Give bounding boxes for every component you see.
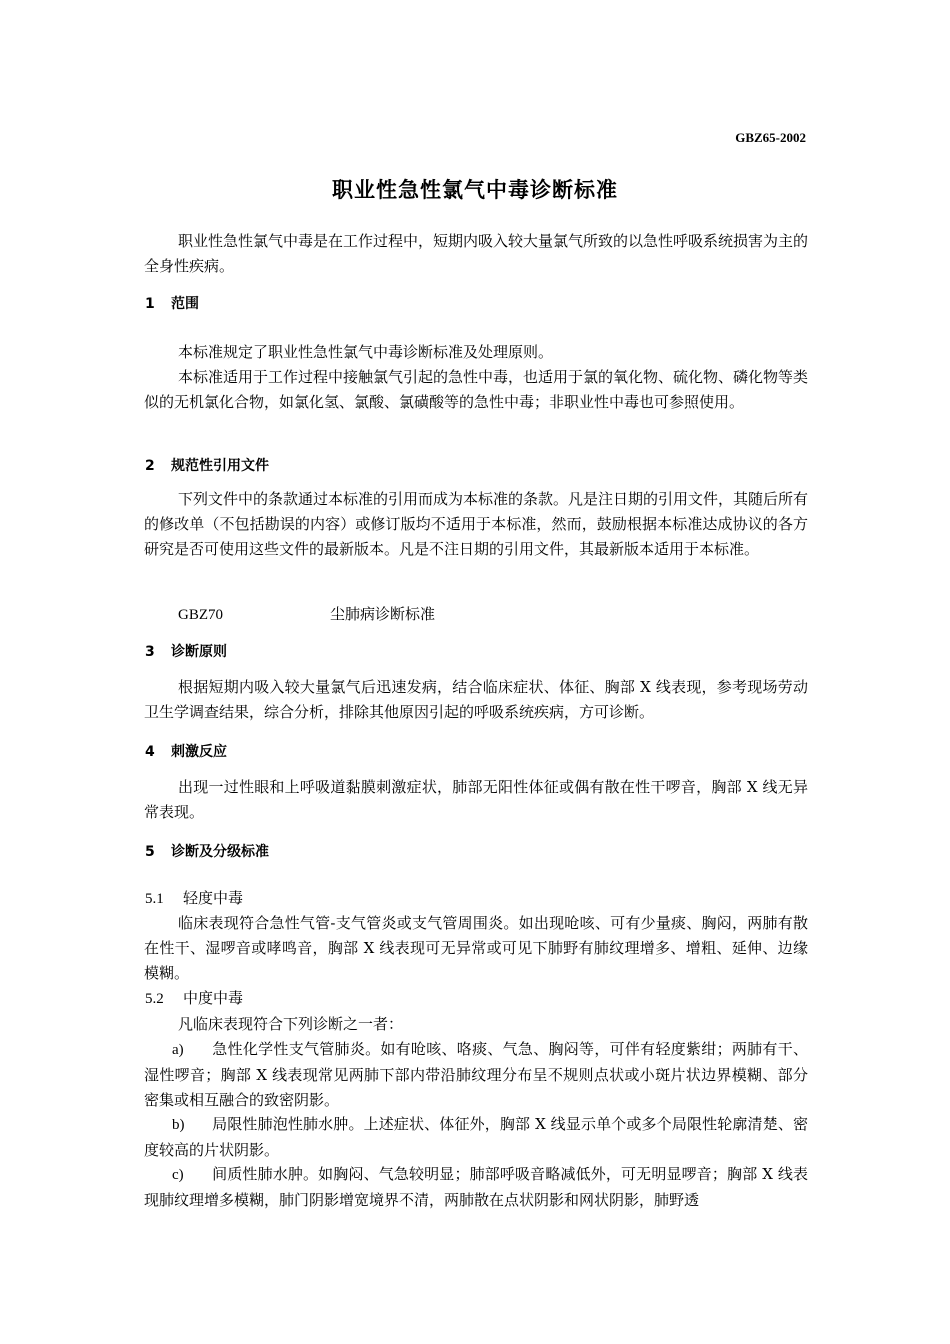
- section-number: 4: [145, 744, 155, 760]
- list-item-a: [144, 1037, 808, 1113]
- subsection-title: 轻度中毒: [183, 889, 244, 907]
- subsection-number: 5.1: [145, 891, 164, 907]
- list-item-text: 急性化学性支气管肺炎。如有呛咳、咯痰、气急、胸闷等，可伴有轻度紫绀；两肺有干、湿性啰音；胸部 X 线表现常见两肺下部内带沿肺纹理分布呈不规则点状或小斑片状边界模糊、部分密集或相互融合的致密阴影。: [144, 1040, 808, 1109]
- subsection-number: 5.2: [145, 991, 164, 1007]
- reference-code: GBZ70: [178, 607, 223, 623]
- section-title: 规范性引用文件: [171, 458, 269, 474]
- section-number: 5: [145, 844, 155, 860]
- section-title: 刺激反应: [171, 744, 227, 760]
- list-marker: b): [172, 1117, 185, 1133]
- normative-reference: [178, 603, 435, 624]
- list-marker: a): [172, 1042, 184, 1058]
- intro-paragraph: 职业性急性氯气中毒是在工作过程中，短期内吸入较大量氯气所致的以急性呼吸系统损害为主的全身性疾病。: [144, 232, 809, 275]
- subsection-5-1-paragraph: 临床表现符合急性气管-支气管炎或支气管周围炎。如出现呛咳、可有少量痰、胸闷，两肺有散在性干、湿啰音或哮鸣音，胸部 X 线表现可无异常或可见下肺野有肺纹理增多、增粗、延伸、边缘模糊。: [144, 914, 808, 982]
- section-1-heading: [145, 293, 199, 313]
- section-3-paragraph-1: 根据短期内吸入较大量氯气后迅速发病，结合临床症状、体征、胸部 X 线表现，参考现场劳动卫生学调查结果，综合分析，排除其他原因引起的呼吸系统疾病，方可诊断。: [144, 678, 808, 721]
- section-title: 范围: [171, 296, 199, 312]
- section-title: 诊断原则: [171, 644, 227, 660]
- section-number: 2: [145, 458, 155, 474]
- list-item-b: [144, 1112, 808, 1163]
- list-item-text: 间质性肺水肿。如胸闷、气急较明显；肺部呼吸音略减低外，可无明显啰音；胸部 X 线表现肺纹理增多模糊，肺门阴影增宽境界不清，两肺散在点状阴影和网状阴影，肺野透: [144, 1165, 808, 1209]
- reference-title: 尘肺病诊断标准: [330, 605, 436, 623]
- subsection-5-1-heading: [145, 887, 243, 908]
- section-4-paragraph-1: 出现一过性眼和上呼吸道黏膜刺激症状，肺部无阳性体征或偶有散在性干啰音，胸部 X 线无异常表现。: [144, 778, 808, 821]
- section-4-heading: [145, 741, 227, 761]
- standard-code: GBZ65-2002: [735, 130, 806, 145]
- document-title: 职业性急性氯气中毒诊断标准: [332, 178, 618, 202]
- section-2-heading: [145, 455, 269, 475]
- subsection-5-2-lead: 凡临床表现符合下列诊断之一者：: [178, 1015, 404, 1033]
- section-3-heading: [145, 641, 227, 661]
- section-title: 诊断及分级标准: [171, 844, 269, 860]
- subsection-5-2-heading: [145, 987, 243, 1008]
- section-5-heading: [145, 841, 269, 861]
- list-item-c: [144, 1162, 808, 1213]
- list-marker: c): [172, 1167, 184, 1183]
- section-1-paragraph-2: 本标准适用于工作过程中接触氯气引起的急性中毒，也适用于氯的氧化物、硫化物、磷化物等类似的无机氯化合物，如氯化氢、氯酸、氯磺酸等的急性中毒；非职业性中毒也可参照使用。: [144, 368, 809, 411]
- section-2-paragraph-1: 下列文件中的条款通过本标准的引用而成为本标准的条款。凡是注日期的引用文件，其随后所有的修改单（不包括勘误的内容）或修订版均不适用于本标准，然而，鼓励根据本标准达成协议的各方研究是否可使用这些文件的最新版本。凡是不注日期的引用文件，其最新版本适用于本标准。: [144, 490, 809, 558]
- section-number: 1: [145, 296, 155, 312]
- section-1-paragraph-1: 本标准规定了职业性急性氯气中毒诊断标准及处理原则。: [178, 343, 554, 361]
- subsection-title: 中度中毒: [183, 989, 244, 1007]
- section-number: 3: [145, 644, 155, 660]
- list-item-text: 局限性肺泡性肺水肿。上述症状、体征外，胸部 X 线显示单个或多个局限性轮廓清楚、密度较高的片状阴影。: [144, 1115, 808, 1159]
